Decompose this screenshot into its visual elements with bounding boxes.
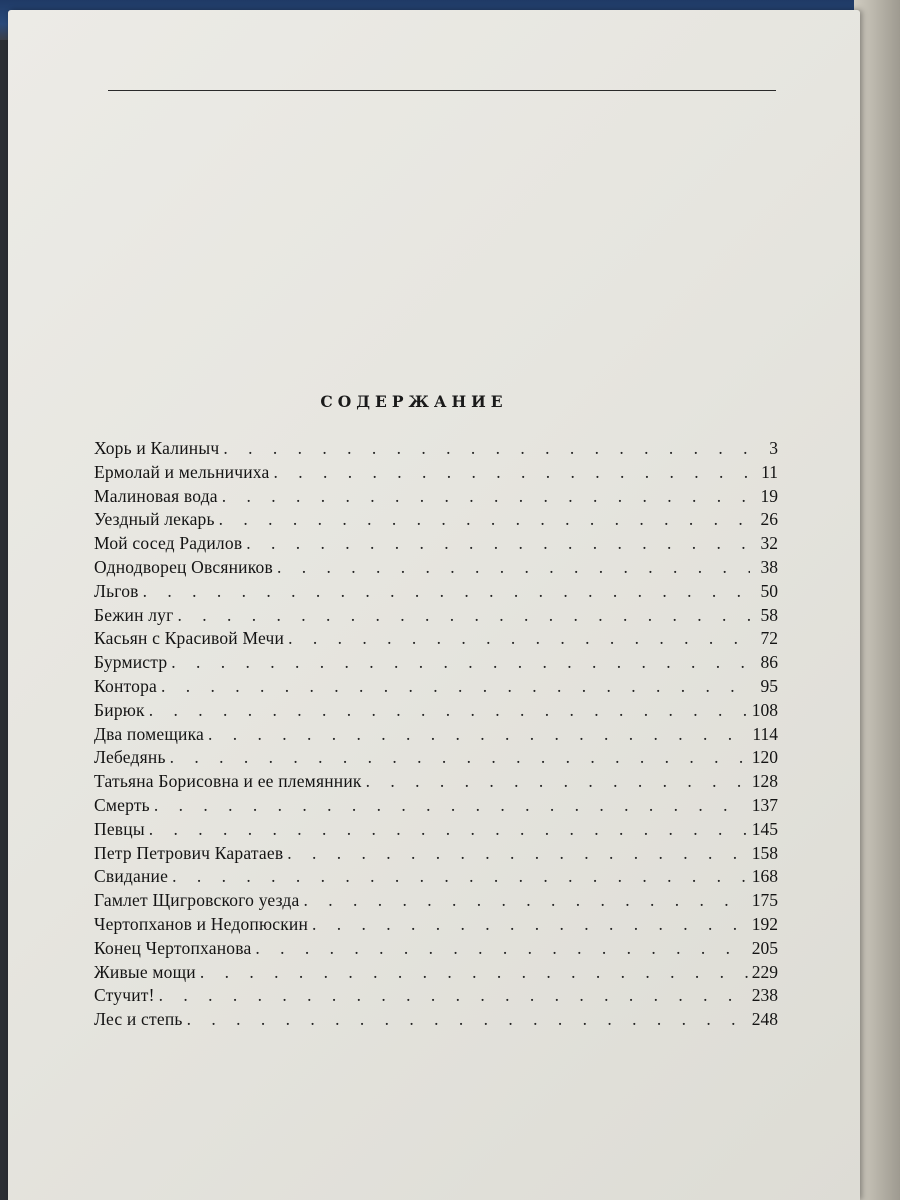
toc-entry-title: Малиновая вода	[94, 485, 218, 506]
toc-leader-dots	[312, 914, 748, 935]
toc-entry	[94, 628, 778, 652]
toc-entry	[94, 914, 778, 938]
toc-leader-dots	[161, 676, 750, 697]
toc-entry	[94, 866, 778, 890]
toc-entry	[94, 652, 778, 676]
toc-entry	[94, 533, 778, 557]
toc-leader-dots	[246, 533, 750, 554]
toc-entry-title: Живые мощи	[94, 961, 196, 982]
book-page	[8, 10, 860, 1200]
toc-leader-dots	[149, 819, 748, 840]
toc-entry-page: 3	[769, 438, 778, 458]
toc-entry-title: Стучит!	[94, 985, 155, 1006]
toc-leader-dots	[154, 795, 748, 816]
toc-entry-page: 229	[751, 961, 778, 982]
toc-entry-title: Татьяна Борисовна и ее племянник	[94, 771, 362, 792]
toc-entry	[94, 890, 778, 914]
top-rule	[108, 90, 776, 91]
toc-entry	[94, 747, 778, 771]
toc-entry-title: Уездный лекарь	[94, 509, 215, 530]
toc-entry-title: Мой сосед Радилов	[94, 533, 243, 554]
toc-entry-title: Два помещика	[94, 723, 204, 744]
toc-entry	[94, 819, 778, 843]
toc-entry	[94, 605, 778, 629]
toc-entry	[94, 795, 778, 819]
toc-entry-page: 95	[760, 675, 778, 696]
toc-entry-page: 158	[751, 842, 778, 863]
toc-entry-page: 108	[751, 699, 778, 720]
toc-entry-title: Бирюк	[94, 699, 145, 720]
toc-entry	[94, 462, 778, 486]
toc-entry	[94, 676, 778, 700]
toc-entry	[94, 962, 778, 986]
toc-leader-dots	[287, 843, 747, 864]
toc-entry-page: 58	[760, 604, 778, 625]
toc-entry	[94, 486, 778, 510]
toc-entry-page: 205	[751, 937, 778, 958]
page-title: СОДЕРЖАНИЕ	[320, 392, 508, 411]
toc-leader-dots	[200, 962, 748, 983]
toc-leader-dots	[303, 890, 747, 911]
toc-entry-page: 86	[760, 652, 778, 673]
book-page-stack	[854, 0, 900, 1200]
toc-entry-page: 72	[760, 628, 778, 649]
toc-entry-page: 145	[751, 818, 778, 839]
toc-entry-title: Чертопханов и Недопюскин	[94, 913, 309, 934]
toc-leader-dots	[172, 866, 748, 887]
table-of-contents	[94, 438, 778, 1033]
toc-leader-dots	[187, 1009, 748, 1030]
toc-entry-page: 11	[761, 461, 778, 482]
toc-leader-dots	[288, 628, 750, 649]
toc-entry	[94, 985, 778, 1009]
toc-entry	[94, 581, 778, 605]
toc-entry-title: Лебедянь	[94, 747, 166, 768]
toc-entry-page: 168	[751, 866, 778, 887]
toc-entry-page: 120	[751, 747, 778, 768]
toc-leader-dots	[277, 557, 750, 578]
toc-leader-dots	[171, 652, 750, 673]
toc-entry-page: 175	[751, 890, 778, 911]
toc-entry-title: Смерть	[94, 794, 150, 815]
toc-leader-dots	[274, 462, 751, 483]
toc-entry-page: 137	[751, 794, 778, 815]
toc-entry-title: Льгов	[94, 580, 139, 601]
toc-entry-title: Хорь и Калиныч	[94, 438, 220, 458]
toc-leader-dots	[159, 985, 748, 1006]
toc-entry-title: Певцы	[94, 818, 145, 839]
toc-entry	[94, 724, 778, 748]
toc-entry-title: Петр Петрович Каратаев	[94, 842, 284, 863]
toc-leader-dots	[208, 724, 748, 745]
toc-leader-dots	[149, 700, 748, 721]
toc-leader-dots	[366, 771, 748, 792]
toc-entry-page: 38	[760, 556, 778, 577]
toc-entry-title: Лес и степь	[94, 1009, 183, 1030]
toc-leader-dots	[219, 509, 750, 530]
toc-entry-page: 114	[752, 723, 778, 744]
toc-entry-title: Касьян с Красивой Мечи	[94, 628, 285, 649]
toc-entry-title: Гамлет Щигровского уезда	[94, 890, 300, 911]
toc-entry-page: 32	[760, 533, 778, 554]
toc-entry	[94, 938, 778, 962]
toc-leader-dots	[255, 938, 747, 959]
toc-entry	[94, 700, 778, 724]
toc-leader-dots	[143, 581, 750, 602]
toc-leader-dots	[222, 486, 750, 507]
toc-entry-page: 19	[760, 485, 778, 506]
toc-entry	[94, 509, 778, 533]
toc-entry-page: 192	[751, 913, 778, 934]
toc-entry	[94, 438, 778, 462]
toc-entry-title: Бежин луг	[94, 604, 174, 625]
toc-entry-title: Конец Чертопханова	[94, 937, 252, 958]
toc-leader-dots	[177, 605, 750, 626]
toc-entry-page: 248	[751, 1009, 778, 1030]
toc-entry-title: Бурмистр	[94, 652, 168, 673]
toc-entry-page: 26	[760, 509, 778, 530]
toc-entry-title: Свидание	[94, 866, 169, 887]
toc-leader-dots	[223, 438, 750, 459]
toc-entry	[94, 557, 778, 581]
toc-entry-page: 128	[751, 771, 778, 792]
toc-entry-page: 238	[751, 985, 778, 1006]
toc-entry-title: Ермолай и мельничиха	[94, 461, 270, 482]
toc-entry	[94, 843, 778, 867]
toc-entry	[94, 1009, 778, 1033]
toc-entry-page: 50	[760, 580, 778, 601]
toc-entry	[94, 771, 778, 795]
toc-leader-dots	[170, 747, 748, 768]
toc-entry-title: Однодворец Овсяников	[94, 556, 273, 577]
toc-entry-title: Контора	[94, 675, 158, 696]
